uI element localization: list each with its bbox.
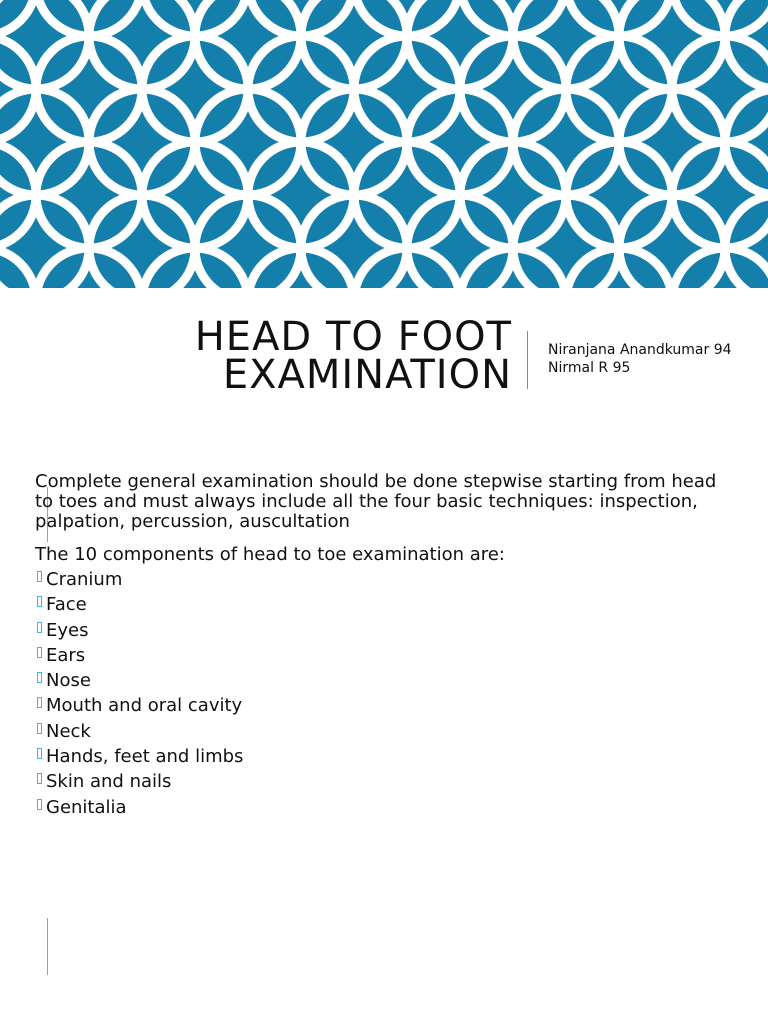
- list-item-label: Neck: [46, 720, 91, 742]
- list-item: [35, 592, 735, 617]
- intro-paragraph: Complete general examination should be done stepwise starting from head to toes and must always include all the four basic techniques: inspection, palpation, percussion, auscultation: [35, 471, 717, 532]
- square-bullet-icon: [37, 697, 42, 708]
- decorative-pattern-banner: [0, 0, 768, 288]
- author-2: Nirmal R 95: [548, 360, 631, 376]
- square-bullet-icon: [37, 647, 42, 658]
- list-item: [35, 795, 735, 820]
- list-item: [35, 618, 735, 643]
- square-bullet-icon: [37, 622, 42, 633]
- list-item-label: Hands, feet and limbs: [46, 746, 244, 768]
- list-item-label: Cranium: [46, 569, 123, 590]
- list-lead: The 10 components of head to toe examination are:: [35, 544, 505, 565]
- author-1: Niranjana Anandkumar 94: [548, 342, 732, 358]
- list-item: [35, 567, 735, 592]
- list-item-label: Skin and nails: [46, 771, 172, 793]
- list-item-label: Ears: [46, 644, 86, 666]
- slide-title: [0, 314, 512, 398]
- authors-block: [548, 341, 732, 377]
- list-item-label: Eyes: [46, 619, 89, 641]
- list-item: [35, 668, 735, 693]
- slide-body: [35, 472, 735, 820]
- square-bullet-icon: [37, 571, 42, 582]
- square-bullet-icon: [37, 723, 42, 734]
- interlocking-circles-pattern: [0, 0, 768, 288]
- slide-title-line-1: HEAD TO FOOT: [194, 314, 512, 360]
- list-item-label: Nose: [46, 670, 91, 692]
- list-item: [35, 693, 735, 718]
- list-item: [35, 769, 735, 794]
- slide-title-line-2: EXAMINATION: [222, 352, 512, 398]
- square-bullet-icon: [37, 672, 42, 683]
- list-item: [35, 643, 735, 668]
- square-bullet-icon: [37, 748, 42, 759]
- square-bullet-icon: [37, 596, 42, 607]
- list-item-label: Mouth and oral cavity: [46, 695, 243, 717]
- list-item: [35, 744, 735, 769]
- list-item-label: Face: [46, 594, 87, 616]
- list-item: [35, 719, 735, 744]
- list-item-label: Genitalia: [46, 796, 127, 818]
- footer-accent-line: [47, 918, 48, 975]
- components-list: [35, 567, 735, 820]
- square-bullet-icon: [37, 799, 42, 810]
- title-divider: [527, 331, 528, 389]
- square-bullet-icon: [37, 773, 42, 784]
